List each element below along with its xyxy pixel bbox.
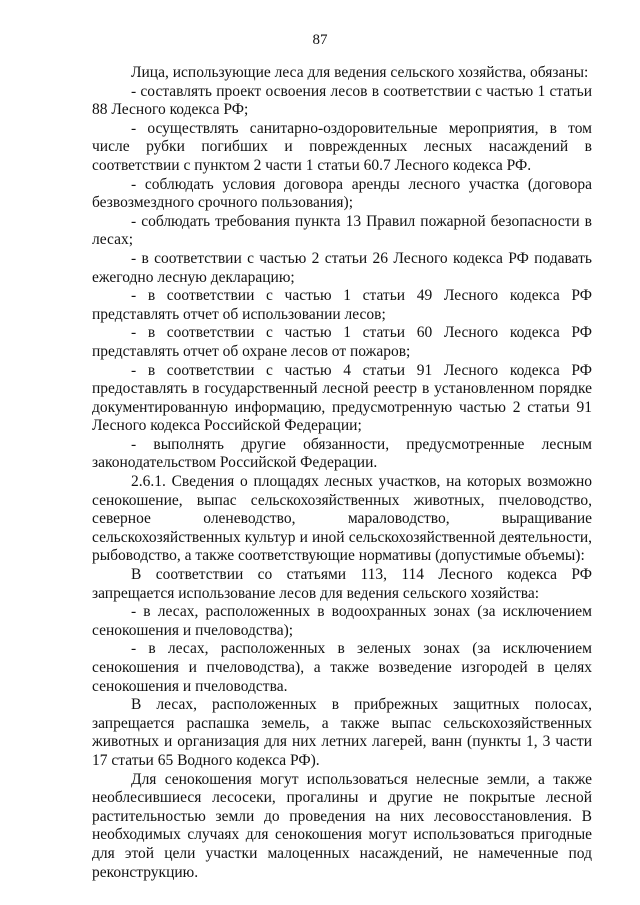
list-item-fire-safety: - соблюдать требования пункта 13 Правил пожарной безопасности в лесах; bbox=[92, 212, 592, 249]
list-item-lease-conditions: - соблюдать условия договора аренды лесного участка (договора безвозмездного срочного пользования); bbox=[92, 175, 592, 212]
list-item-water-protection-zones: - в лесах, расположенных в водоохранных зонах (за исключением сенокошения и пчеловодства); bbox=[92, 603, 592, 639]
list-item-forest-declaration: - в соответствии с частью 2 статьи 26 Лесного кодекса РФ подавать ежегодно лесную декларацию; bbox=[92, 249, 592, 286]
list-item-usage-report: - в соответствии с частью 1 статьи 49 Лесного кодекса РФ представлять отчет об использовании лесов; bbox=[92, 287, 592, 323]
paragraph-coastal-strips: В лесах, расположенных в прибрежных защитных полосах, запрещается распашка земель, а также выпас сельскохозяйственных животных и организация для них летних лагерей, ванн (пункты 1, 3 части 17 статьи 65 Водного кодекса РФ). bbox=[92, 696, 592, 769]
list-item-other-duties: - выполнять другие обязанности, предусмотренные лесным законодательством Российской Федерации. bbox=[92, 435, 592, 472]
list-item-forest-registry: - в соответствии с частью 4 статьи 91 Лесного кодекса РФ предоставлять в государственный лесной реестр в установленном порядке документированную информацию, предусмотренную частью 2 статьи 91 Лесного кодекса Российской Федерации; bbox=[92, 361, 592, 435]
section-2-6-1: 2.6.1. Сведения о площадях лесных участков, на которых возможно сенокошение, выпас сельскохозяйственных животных, пчеловодство, северное оленеводство, мараловодство, выращивание сельскохозяйственных культур и иной сельскохозяйственной деятельности, рыбоводство, а также соответствующие нормативы (допустимые объемы): bbox=[92, 473, 592, 565]
page-number: 87 bbox=[312, 32, 328, 48]
list-item-sanitary-measures: - осуществлять санитарно-оздоровительные мероприятия, в том числе рубки погибших и поврежденных лесных насаждений в соответствии с пунктом 2 части 1 статьи 60.7 Лесного кодекса РФ. bbox=[92, 119, 592, 174]
list-item-development-project: - составлять проект освоения лесов в соответствии с частью 1 статьи 88 Лесного кодекса РФ; bbox=[92, 82, 592, 119]
list-item-fire-protection-report: - в соответствии с частью 1 статьи 60 Лесного кодекса РФ представлять отчет об охране лесов от пожаров; bbox=[92, 324, 592, 360]
paragraph-prohibition: В соответствии со статьями 113, 114 Лесного кодекса РФ запрещается использование лесов для ведения сельского хозяйства: bbox=[92, 566, 592, 602]
list-item-green-zones: - в лесах, расположенных в зеленых зонах (за исключением сенокошения и пчеловодства), а также возведение изгородей в целях сенокошения и пчеловодства. bbox=[92, 640, 592, 695]
paragraph-intro: Лица, использующие леса для ведения сельского хозяйства, обязаны: bbox=[131, 64, 589, 81]
document-body bbox=[92, 64, 592, 882]
paragraph-haymaking: Для сенокошения могут использоваться нелесные земли, а также необлесившиеся лесосеки, прогалины и другие не покрытые лесной растительностью земли до проведения на них лесовосстановления. В необходимых случаях для сенокошения могут использоваться пригодные для этой цели участки малоценных насаждений, не намеченные под реконструкцию. bbox=[92, 770, 592, 881]
